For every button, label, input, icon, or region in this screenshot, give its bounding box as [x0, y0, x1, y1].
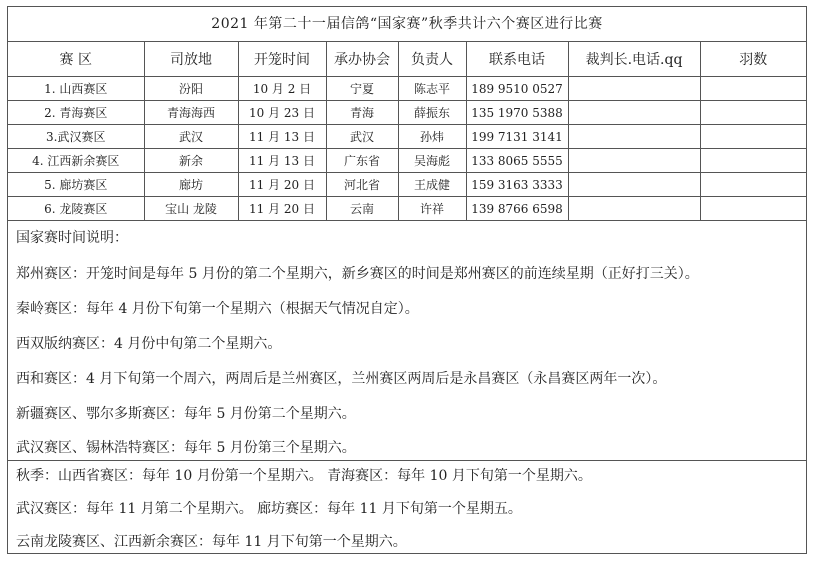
header-bird-count: 羽数 [700, 42, 806, 77]
cell-release-time: 11 月 20 日 [238, 197, 326, 221]
cell-region: 5. 廊坊赛区 [8, 173, 144, 197]
cell-organizer: 青海 [326, 101, 398, 125]
cell-person: 陈志平 [398, 77, 466, 101]
cell-person: 吴海彪 [398, 149, 466, 173]
cell-referee [568, 77, 700, 101]
cell-referee [568, 125, 700, 149]
cell-person: 孙炜 [398, 125, 466, 149]
cell-organizer: 云南 [326, 197, 398, 221]
header-region: 赛 区 [8, 42, 144, 77]
cell-region: 6. 龙陵赛区 [8, 197, 144, 221]
cell-bird-count [700, 101, 806, 125]
cell-referee [568, 101, 700, 125]
cell-phone: 139 8766 6598 [466, 197, 568, 221]
note-line: 西和赛区：4 月下旬第一个周六，两周后是兰州赛区，兰州赛区两周后是永昌赛区（永昌赛区两年一次）。 [16, 371, 667, 387]
cell-referee [568, 173, 700, 197]
header-referee: 裁判长.电话.qq [568, 42, 700, 77]
cell-phone: 199 7131 3141 [466, 125, 568, 149]
table-row [8, 77, 806, 101]
cell-person: 薛振东 [398, 101, 466, 125]
cell-bird-count [700, 77, 806, 101]
cell-organizer: 宁夏 [326, 77, 398, 101]
document-title: 2021 年第二十一届信鸽“国家赛”秋季共计六个赛区进行比赛 [211, 16, 603, 32]
note-line: 新疆赛区、鄂尔多斯赛区：每年 5 月份第二个星期六。 [16, 406, 356, 422]
cell-release-time: 11 月 13 日 [238, 125, 326, 149]
table-header-row [8, 42, 806, 77]
schedule-notes [8, 217, 806, 461]
table-row [8, 125, 806, 149]
header-phone: 联系电话 [466, 42, 568, 77]
cell-release-site: 青海海西 [144, 101, 238, 125]
race-table [8, 41, 806, 221]
autumn-note-line: 秋季：山西省赛区：每年 10 月份第一个星期六。 青海赛区：每年 10 月下旬第一个星期六。 [16, 468, 592, 484]
cell-release-time: 10 月 2 日 [238, 77, 326, 101]
note-line: 西双版纳赛区：4 月份中旬第二个星期六。 [16, 336, 282, 352]
note-line: 武汉赛区、锡林浩特赛区：每年 5 月份第三个星期六。 [16, 440, 356, 456]
header-release-time: 开笼时间 [238, 42, 326, 77]
cell-organizer: 广东省 [326, 149, 398, 173]
cell-release-time: 11 月 20 日 [238, 173, 326, 197]
cell-release-site: 武汉 [144, 125, 238, 149]
cell-person: 许祥 [398, 197, 466, 221]
cell-release-time: 11 月 13 日 [238, 149, 326, 173]
header-release-site: 司放地 [144, 42, 238, 77]
cell-organizer: 河北省 [326, 173, 398, 197]
cell-release-site: 新余 [144, 149, 238, 173]
note-line: 郑州赛区：开笼时间是每年 5 月份的第二个星期六，新乡赛区的时间是郑州赛区的前连续星期（正好打三关）。 [16, 266, 699, 282]
table-row [8, 101, 806, 125]
cell-person: 王成健 [398, 173, 466, 197]
cell-bird-count [700, 173, 806, 197]
cell-release-time: 10 月 23 日 [238, 101, 326, 125]
table-row [8, 149, 806, 173]
notes-title: 国家赛时间说明： [16, 230, 128, 246]
cell-phone: 189 9510 0527 [466, 77, 568, 101]
autumn-note-line: 武汉赛区：每年 11 月第二个星期六。 廊坊赛区：每年 11 月下旬第一个星期五。 [16, 501, 522, 517]
cell-referee [568, 149, 700, 173]
cell-region: 4. 江西新余赛区 [8, 149, 144, 173]
note-line: 秦岭赛区：每年 4 月份下旬第一个星期六（根据天气情况自定）。 [16, 301, 419, 317]
cell-region: 2. 青海赛区 [8, 101, 144, 125]
cell-bird-count [700, 149, 806, 173]
cell-bird-count [700, 125, 806, 149]
cell-phone: 133 8065 5555 [466, 149, 568, 173]
header-organizer: 承办协会 [326, 42, 398, 77]
cell-release-site: 汾阳 [144, 77, 238, 101]
cell-region: 3.武汉赛区 [8, 125, 144, 149]
cell-release-site: 宝山 龙陵 [144, 197, 238, 221]
autumn-note-line: 云南龙陵赛区、江西新余赛区：每年 11 月下旬第一个星期六。 [16, 534, 407, 550]
document-frame [7, 6, 807, 554]
header-person-in-charge: 负责人 [398, 42, 466, 77]
cell-phone: 135 1970 5388 [466, 101, 568, 125]
cell-release-site: 廊坊 [144, 173, 238, 197]
table-row [8, 173, 806, 197]
cell-organizer: 武汉 [326, 125, 398, 149]
cell-phone: 159 3163 3333 [466, 173, 568, 197]
cell-region: 1. 山西赛区 [8, 77, 144, 101]
